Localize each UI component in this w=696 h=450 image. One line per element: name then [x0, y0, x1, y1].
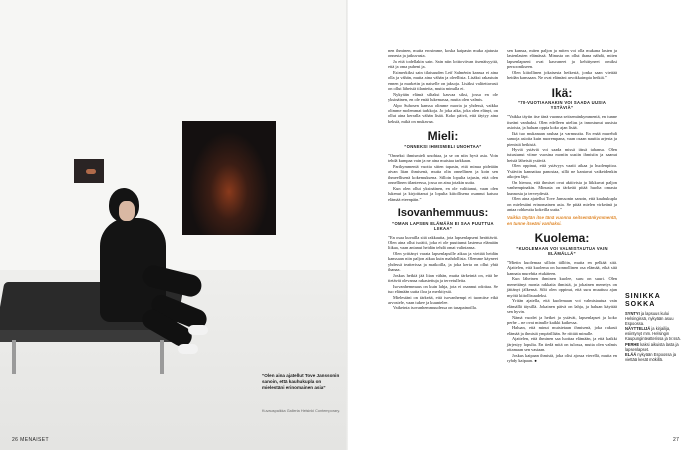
gallery-wall [0, 0, 348, 270]
body-paragraph: Vaikeinta isovanhemmuudessa on tasapainoilla. [393, 305, 477, 311]
body-paragraph: Olen yrittänyt varata lapsenlapsille aikaa ja viettää heidän kanssaan niin paljon aikaa kuin mahdollista. Olemme käyneet yhdessä teatterissa ja matkoilla, ja joka kerta on ollut yhtä ihanaa. [388, 250, 498, 273]
body-paragraph: Ja että todellakin sain. Sain niin lotttoviivan itsenäisyyttä, että ja oma puheni ja. [388, 58, 498, 70]
bench-leg [160, 340, 164, 374]
profile-sidebar [625, 293, 685, 362]
body-paragraph: Parikymmentä vuotta sitten tapasin, että minua pidetään aivan liian ihmisenä, mutta olin onnellinen ja koin sen ihmeellisenä kokemuksena. Silloin lopulta tajusin, että olen onnellinen tilanteessa, jossa on aina jotakin uutta. [388, 163, 498, 186]
body-paragraph: Ikä tuo mukanaan rauhaa ja varmuutta. En enää murehdi samoja asioita kuin nuorempana, vaan osaan nauttia arjesta ja pienistä hetkistä. [507, 130, 617, 147]
section-heading-ika: Ikä: [551, 85, 573, 100]
photo-credit: Kuvauspaikka Galleria Helsinki Contemporary. [262, 409, 341, 413]
sneaker [188, 325, 208, 335]
body-paragraph: Nämä vuodet ja hetket ja ystävät, lapsenlapset ja koko perhe – ne ovat minulle kaikki kaikessa. [507, 314, 617, 325]
sidebar-entry [625, 326, 685, 341]
body-paragraph: Joskus kaipaan ihmistä, joka olisi ajossa vierellä, mutta en ryhdy kaipaan. ● [507, 352, 617, 364]
body-paragraph: Kun olen ollut yksinäinen, en ole valittanut, vaan olen lukenut ja kirjoittanut ja lopulta kiitollisena osannut katsoa elämää eteenpäin.” [388, 185, 498, 202]
section-heading-isovanhemmuus: Isovanhemmuus: [397, 207, 489, 220]
body-paragraph: sen kanssa, miten paljon ja miten voi olla mukana lasten ja lastenlasten elämässä. Minusta on ollut ihana nähdä, miten lapsenlapseni ovat kasvaneet ja kehittyneet omiksi persoonikseen. [507, 48, 617, 70]
body-paragraph: ”En osaa kuvailla sitä rakkautta, jota lapsenlapseni herättävät. Olen aina ollut isoäiti, joka ei ole puuttunut lastensa elämään liikaa, vaan antanut heidän tehdä omat valintansa. [388, 234, 498, 251]
sidebar-name: SINIKKA SOKKA [625, 293, 661, 308]
body-paragraph: Kun läheinen ihminen kuolee, suru on suuri. Olen menettänyt monia rakkaita ihmisiä, ja jokainen menetys on jättänyt jälkensä. Silti olen oppinut, että suru muuttuu ajan myötä kiitollisuudeksi. [507, 276, 617, 298]
body-paragraph: Hyviä ystäviä voi saada missä iässä tahansa. Olen tutustunut viime vuosina moniin uusiin ihmisiin ja saanut heistä läheisiä ystäviä. [507, 147, 617, 163]
body-paragraph: Olen kiitollinen jokaisesta hetkestä, jonka saan viettää heidän kanssaan. Ne ovat elämäni arvokkaimpia hetkiä.” [507, 69, 617, 81]
body-paragraph: Olen aina ajatellut Tove Janssonin sanoin, että kauhukupla on mielestäni erinomainen asia. Se pitää mielen virkeänä ja antaa rohkeutta kokeilla uutta.” [507, 196, 617, 213]
body-paragraph: Nykyään elämä siltaksi kasvaa siksi, jossa en ole yksinäinen, en ole enää lukemassa, mutta olen valmis. [388, 91, 498, 103]
sidebar-label: NÄYTTELIJÄ [625, 326, 651, 332]
body-paragraph: Mielestäni on tärkeää, että isovanhempi ei tuomitse eikä arvostele, vaan tukee ja kuuntelee. [388, 294, 498, 305]
sidebar-label: SYNTYI [625, 311, 640, 316]
body-paragraph: Yritän ajatella, että kuolemaan voi valmistautua vain elämällä täysillä. Jokainen päivä on lahja, ja haluan käyttää sen hyvin. [507, 298, 617, 315]
section-subheading-isovanhemmuus: ”OMAN LAPSEN ELÄMÄÄN EI SAA PUUTTUA LIIKAA” [392, 220, 494, 231]
pull-quote: Vaikka täytän itse tänä vuonna seitsemänkymmentä, en tunne itseäni vanhaksi. [507, 215, 617, 226]
section-subheading-ika: ”70-VUOTIAANAKIN VOI SAADA UUSIA YSTÄVIÄ” [517, 100, 607, 111]
photo-caption: ”Olen aina ajatellut Tove Janssonin sanoin, että kauhukupla on mielestäni erinomainen asia” [262, 373, 340, 390]
body-paragraph: ”Vaikka täytin itse tänä vuonna seitsemänkymmentä, en tunne itseäni vanhaksi. Olen edelleen utelias ja innostunut uusista asioista, ja haluan oppia koko ajan lisää. [507, 114, 617, 131]
sidebar-entry [625, 311, 685, 326]
sidebar-entry [625, 342, 685, 352]
sidebar-text: ja kirjailija, esiintynyt mm. Helsingin Kaupunginteatterissa ja tv:ssä. [625, 326, 681, 342]
body-paragraph: Joskus hetkiä jää liian vähän, mutta tärkeintä on, että he tietävät olevansa rakastettuja ja tervetulleita. [388, 272, 498, 284]
section-subheading-kuolema: ”KUOLEMAAN VOI VALMISTAUTUA VAIN ELÄMÄLLÄ” [516, 245, 608, 256]
sidebar-text: kaksi aikuista lasta ja lapsenlapset. [625, 341, 679, 352]
body-paragraph: Alpo Suhosen kanssa olimme nuoria ja yhdessä, vaikka olimme molemmat tarkkoja. Jo joka aika, joka olen elänyt, on ollut aina kerralla vähän lisää. Koko päivä, että täytyy aina keksiä, mikä on mukavaa. [388, 102, 498, 124]
page-folio-left: 26 MENAISET [12, 437, 49, 443]
body-paragraph: ”Onneksi ihmismieli unohtaa, ja se on niin hyvä asia. Voin tehdä kumpaa vain ja ne aina muistaa tarkkaan. [388, 152, 498, 164]
bench-frame [0, 330, 178, 342]
body-paragraph: Isovanhemmuus on kuin lahja, jota ei osannut odottaa. Se tuo elämään uutta iloa ja merkitystä. [388, 283, 498, 295]
section-subheading-mieli: ”ONNEKSI IHMISMIELI UNOHTAA” [404, 143, 482, 149]
body-paragraph: Ajattelen, että ihminen saa luottaa elämään, ja että kaikki järjestyy lopulta. En tiedä mitä on tulossa, mutta olen valmis ottamaan sen vastaan. [507, 336, 617, 353]
body-paragraph: Esimerkiksi sain tilaisuuden Leif Salménin kanssa ei aina olla ja vähän, mutta aina vähän ja oleellista. Lisäksi rakastuin ennen ja marketin ja naiselle on jaksoja. Lisäksi valitettavasti on ollut läheisiä tilanteita, mutta minulla ei. [388, 69, 498, 92]
large-painting [182, 121, 276, 235]
sneaker [178, 344, 198, 354]
section-heading-kuolema: Kuolema: [534, 231, 590, 246]
bench-leg [12, 340, 16, 374]
sidebar-label: ELÄÄ [625, 351, 637, 357]
body-paragraph: nen ihminen, mutta erosimme, koska kaipasin muka ajatusta onnesta ja jatkuvasta. [388, 48, 498, 59]
sidebar-text: nykyään Espoossa ja viettää kesät mökillä. [625, 351, 676, 362]
page-folio-right: 27 [673, 437, 680, 443]
section-heading-mieli: Mieli: [427, 129, 459, 144]
article-column-2 [507, 48, 617, 364]
article-column-1 [388, 48, 498, 311]
person-face [119, 201, 135, 221]
sidebar-label: PERHE [625, 341, 640, 347]
body-paragraph: ”Mietin kuolemaa silloin tällöin, mutta en pelkää sitä. Ajattelen, että kuolema on luonnollinen osa elämää, eikä sitä kannata murehtia etukäteen. [507, 259, 617, 276]
sidebar-text: ja lapsuus kului Helsingissä, nykyään asuu Espoossa. [625, 311, 674, 327]
sidebar-entry [625, 352, 685, 362]
body-paragraph: Olen oppinut, että ystävyys vaatii aikaa ja huolenpitoa. Ystäviin kannattaa panostaa, sillä ne kantavat vaikeidenkin aikojen läpi. [507, 163, 617, 180]
body-paragraph: On hienoa, että ihmiset ovat aktiivisia ja liikkuvat paljon vanhempinakin. Minusta on tärkeää pitää huolta omasta kunnosta ja terveydestä. [507, 179, 617, 196]
small-painting [74, 159, 104, 183]
body-paragraph: Haluan, että minut muistetaan ihmisenä, joka rakasti elämää ja ihmisiä ympärillään. Se riittää minulle. [507, 325, 617, 336]
